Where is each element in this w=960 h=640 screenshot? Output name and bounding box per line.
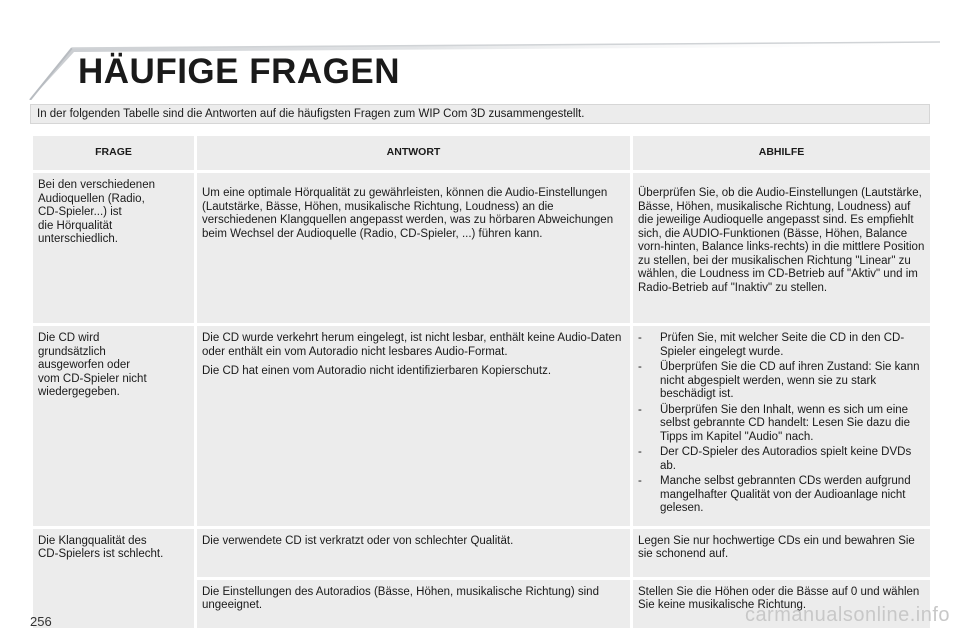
question-text: Die CD wird grundsätzlich ausgeworfen oder vom CD-Spieler nicht wiedergegeben.	[38, 332, 147, 398]
answer-cell	[196, 527, 632, 578]
remedy-text: Überprüfen Sie, ob die Audio-Einstellungen (Lautstärke, Bässe, Höhen, musikalische Richtung, Loudness) auf die jeweilige Audioquelle angepasst sind. Es empfiehlt sich, die AUDIO-Funktionen (Bässe, Höhen, Balance vorn-hinten, Balance links-rechts) in die mittlere Position zu stellen, bei der musikalischen Richtung "Linear" zu wählen, die Loudness im CD-Betrieb auf "Aktiv" und im Radio-Betrieb auf "Inaktiv" zu stellen.	[638, 187, 925, 294]
question-cell	[32, 172, 196, 325]
answer-text: Die Einstellungen des Autoradios (Bässe, Höhen, musikalische Richtung) sind ungeeignet.	[202, 585, 599, 611]
answer-text: Die CD hat einen vom Autoradio nicht identifizierbaren Kopierschutz.	[202, 365, 552, 377]
faq-table	[30, 133, 933, 631]
remedy-list-item: - Der CD-Spieler des Autoradios spielt keine DVDs ab.	[638, 446, 926, 473]
remedy-list-item: - Manche selbst gebrannten CDs werden aufgrund mangelhafter Qualität von der Audioanlage nicht gelesen.	[638, 475, 926, 516]
column-header-frage: FRAGE	[32, 135, 196, 172]
remedy-cell	[632, 172, 932, 325]
question-cell	[32, 325, 196, 528]
page-title: HÄUFIGE FRAGEN	[78, 52, 400, 91]
answer-text: Die verwendete CD ist verkratzt oder von schlechter Qualität.	[202, 534, 514, 547]
table-row	[32, 325, 932, 528]
answer-cell	[196, 325, 632, 528]
remedy-text: Legen Sie nur hochwertige CDs ein und bewahren Sie sie schonend auf.	[638, 534, 915, 560]
remedy-list-item: - Überprüfen Sie die CD auf ihren Zustand: Sie kann nicht abgespielt werden, wenn sie zu stark beschädigt ist.	[638, 361, 926, 402]
remedy-text: Stellen Sie die Höhen oder die Bässe auf 0 und wählen Sie keine musikalische Richtung.	[638, 585, 920, 611]
remedy-list-item: - Prüfen Sie, mit welcher Seite die CD in den CD-Spieler eingelegt wurde.	[638, 332, 926, 359]
table-header-row	[32, 135, 932, 172]
watermark: carmanualsonline.info	[744, 604, 950, 626]
answer-cell	[196, 172, 632, 325]
column-header-antwort: ANTWORT	[196, 135, 632, 172]
intro-text: In der folgenden Tabelle sind die Antworten auf die häufigsten Fragen zum WIP Com 3D zusammengestellt.	[30, 104, 930, 124]
answer-cell	[196, 578, 632, 629]
question-text: Bei den verschiedenen Audioquellen (Radio, CD-Spieler...) ist die Hörqualität unterschiedlich.	[38, 179, 155, 245]
remedy-cell	[632, 527, 932, 578]
column-header-abhilfe: ABHILFE	[632, 135, 932, 172]
answer-text: Die CD wurde verkehrt herum eingelegt, ist nicht lesbar, enthält keine Audio-Daten oder enthält ein vom Autoradio nicht lesbares Audio-Format.	[202, 332, 622, 358]
remedy-list	[638, 332, 926, 516]
table-row	[32, 172, 932, 325]
question-cell	[32, 527, 196, 629]
table-row	[32, 527, 932, 578]
question-text: Die Klangqualität des CD-Spielers ist schlecht.	[38, 534, 164, 560]
remedy-list-item: - Überprüfen Sie den Inhalt, wenn es sich um eine selbst gebrannte CD handelt: Lesen Sie dazu die Tipps im Kapitel "Audio" nach.	[638, 404, 926, 445]
page-number: 256	[30, 614, 52, 629]
answer-text: Um eine optimale Hörqualität zu gewährleisten, können die Audio-Einstellungen (Lautstärke, Bässe, Höhen, musikalische Richtung, Loudness) an die verschiedenen Klangquellen angepasst werden, was zu hörbaren Abweichungen beim Wechsel der Audioquelle (Radio, CD-Spieler, ...) führen kann.	[202, 187, 614, 240]
remedy-cell	[632, 325, 932, 528]
